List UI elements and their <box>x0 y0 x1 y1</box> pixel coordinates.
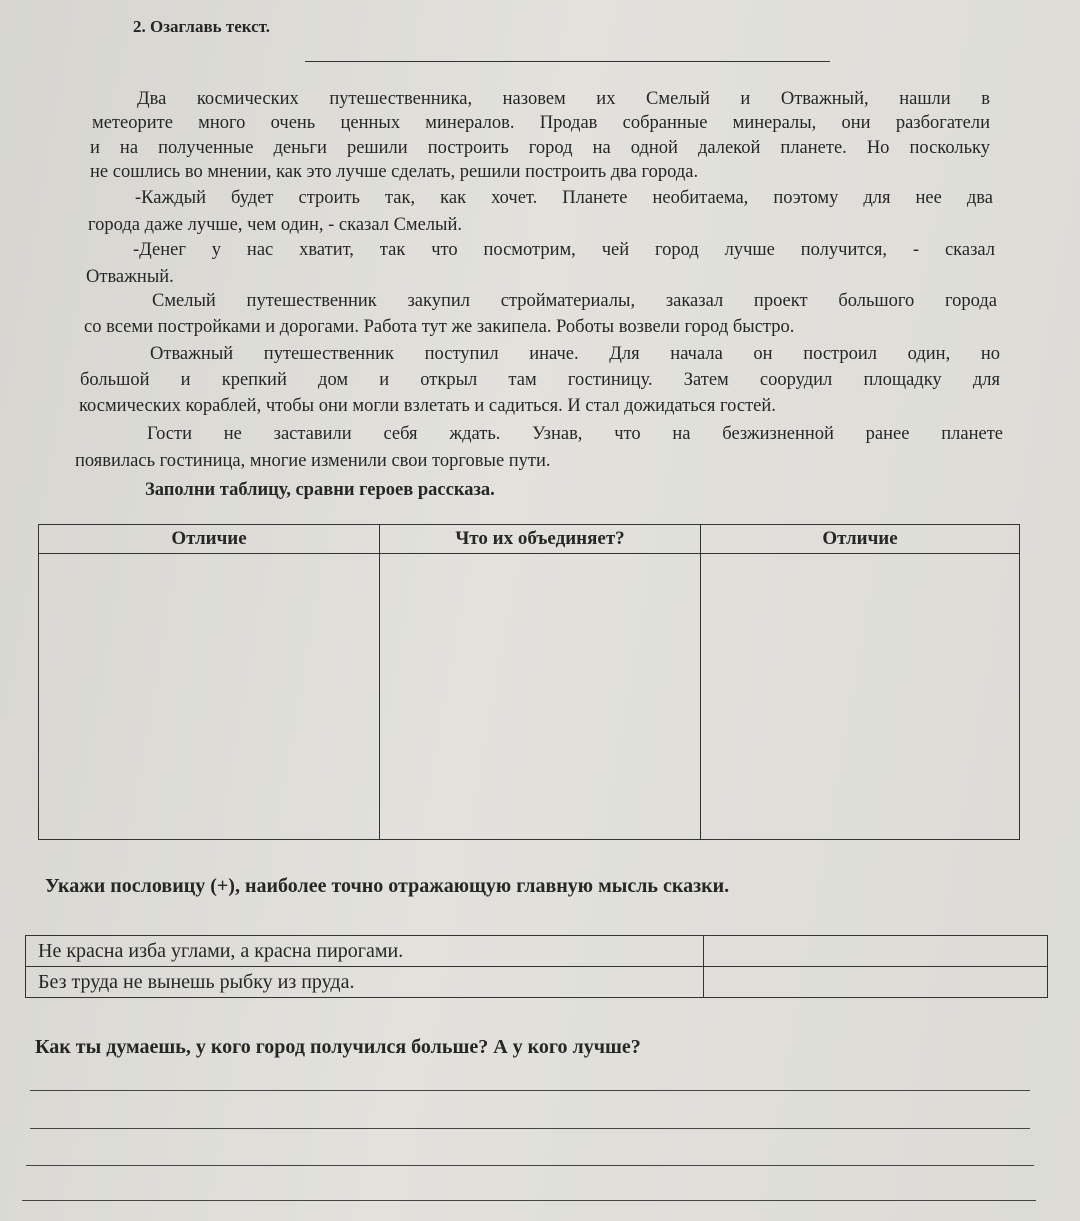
task-title: 2. Озаглавь текст. <box>133 17 271 36</box>
table-row <box>26 936 1048 967</box>
story-line: большой и крепкий дом и открыл там гостиницу. Затем соорудил площадку для <box>80 370 1000 390</box>
answer-cell-difference-right[interactable] <box>701 554 1020 840</box>
story-line: Отважный. <box>86 267 174 287</box>
story-line: Два космических путешественника, назовем их Смелый и Отважный, нашли в <box>137 89 990 109</box>
answer-line[interactable] <box>22 1200 1036 1201</box>
answer-cell-difference-left[interactable] <box>39 554 380 840</box>
proverb-mark-cell[interactable] <box>704 967 1048 998</box>
proverb-table <box>25 935 1048 998</box>
header-common: Что их объединяет? <box>380 525 701 554</box>
table-row <box>39 554 1020 840</box>
story-line: и на полученные деньги решили построить город на одной далекой планете. Но поскольку <box>90 138 990 158</box>
header-difference-right: Отличие <box>701 525 1020 554</box>
answer-cell-common[interactable] <box>380 554 701 840</box>
story-line: города даже лучше, чем один, - сказал Смелый. <box>88 215 463 235</box>
answer-line[interactable] <box>30 1128 1030 1129</box>
question: Как ты думаешь, у кого город получился больше? А у кого лучше? <box>35 1036 641 1058</box>
proverb-mark-cell[interactable] <box>704 936 1048 967</box>
header-difference-left: Отличие <box>39 525 380 554</box>
story-line: не сошлись во мнении, как это лучше сделать, решили построить два города. <box>90 162 699 182</box>
proverb-text: Без труда не вынешь рыбку из пруда. <box>26 967 704 998</box>
story-line: со всеми постройками и дорогами. Работа тут же закипела. Роботы возвели город быстро. <box>84 317 795 337</box>
proverb-instruction: Укажи пословицу (+), наиболее точно отражающую главную мысль сказки. <box>45 875 730 897</box>
story-line: Гости не заставили себя ждать. Узнав, что на безжизненной ранее планете <box>147 424 1003 444</box>
story-line: появилась гостиница, многие изменили свои торговые пути. <box>75 451 551 471</box>
story-line: Отважный путешественник поступил иначе. Для начала он построил один, но <box>150 344 1000 364</box>
story-line: -Каждый будет строить так, как хочет. Планете необитаема, поэтому для нее два <box>135 188 993 208</box>
proverb-text: Не красна изба углами, а красна пирогами. <box>26 936 704 967</box>
title-answer-line[interactable] <box>305 61 830 62</box>
story-line: Смелый путешественник закупил стройматериалы, заказал проект большого города <box>152 291 997 311</box>
story-line: -Денег у нас хватит, так что посмотрим, чей город лучше получится, - сказал <box>133 240 995 260</box>
story-line: метеорите много очень ценных минералов. Продав собранные минералы, они разбогатели <box>92 113 990 133</box>
answer-line[interactable] <box>26 1165 1034 1166</box>
table-row <box>26 967 1048 998</box>
table-instruction: Заполни таблицу, сравни героев рассказа. <box>145 480 495 500</box>
story-line: космических кораблей, чтобы они могли взлетать и садиться. И стал дожидаться гостей. <box>79 396 776 416</box>
answer-line[interactable] <box>30 1090 1030 1091</box>
comparison-table <box>38 524 1020 840</box>
table-header-row <box>39 525 1020 554</box>
